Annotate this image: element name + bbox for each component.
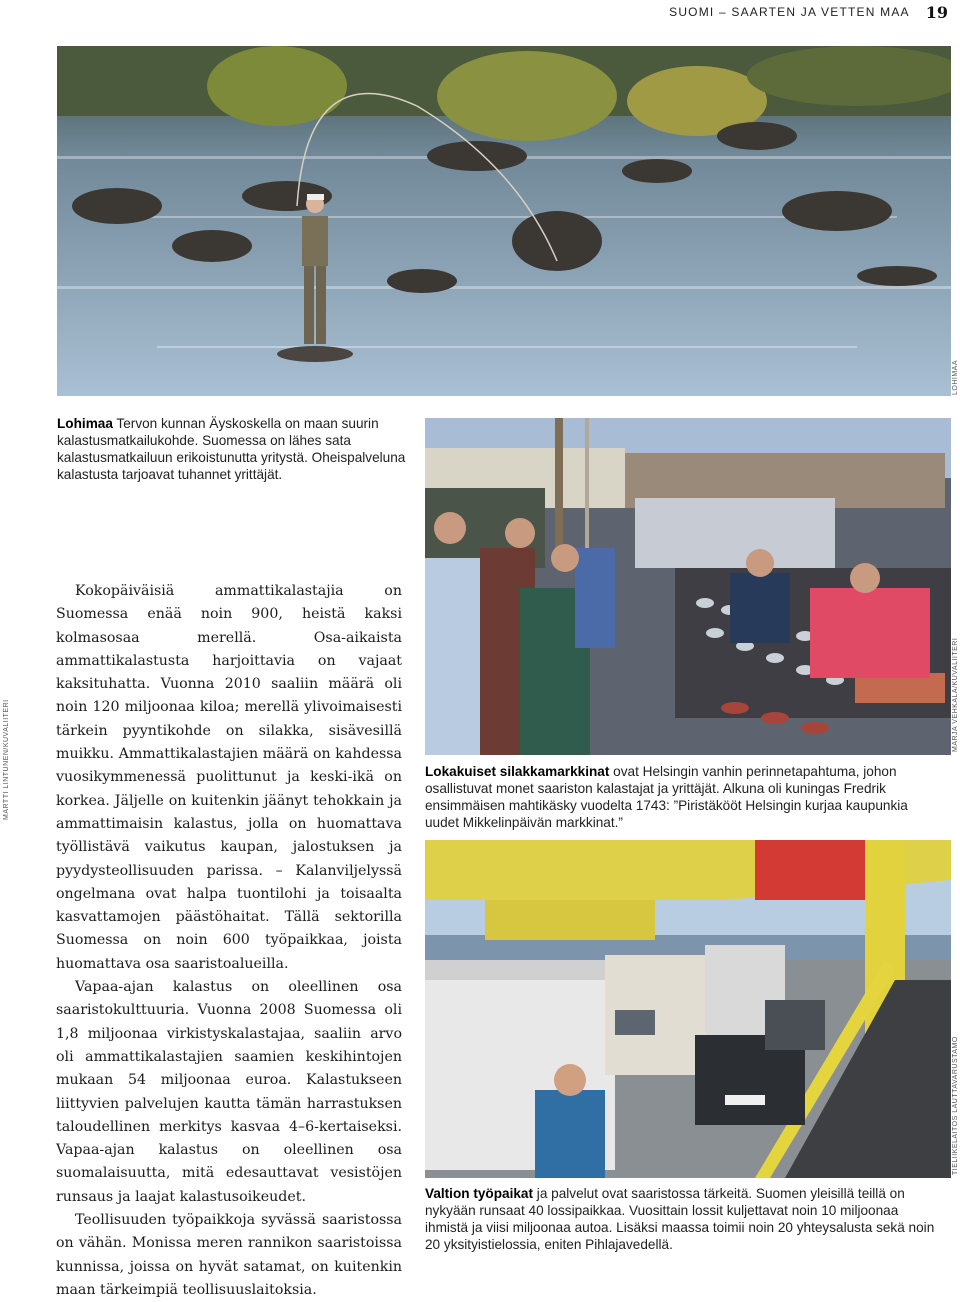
caption-fishing-text: Tervon kunnan Äyskoskella on maan suurin kalastusmatkailukohde. Suomessa on lähes sata kalastusmatkailuun erikoistunutta yritystä. Oheispalveluna kalastusta tarjoavat tuhannet yrittäjät. — [57, 416, 406, 482]
body-paragraph: Teollisuuden työpaikkoja syvässä saaristossa on vähän. Monissa meren rannikon saaristoissa kunnissa, joissa on hyvät satamat, on kuitenkin maan tärkeimpiä teollisuuslaitoksia. — [56, 1212, 402, 1298]
photo-credit-fishing: LOHIMAA — [952, 359, 959, 395]
herring-market-photo — [425, 418, 951, 755]
caption-ferry-lead: Valtion työpaikat — [425, 1186, 534, 1201]
page-header — [669, 0, 948, 24]
page-number: 19 — [925, 2, 948, 22]
body-article — [56, 580, 402, 1302]
caption-market-lead: Lokakuiset silakkamarkkinat — [425, 764, 610, 779]
body-paragraph: Kokopäiväisiä ammattikalastajia on Suomessa enää noin 900, heistä kaksi kolmasosaa merellä. Osa-aikaista ammattikalastusta harjoittavia on vajaat kaksituhatta. Vuonna 2010 saaliin määrä oli noin 120 miljoonaa kiloa; merellä ylivoimaisesti tärkein pyyntikohde on silakka, sisävesillä muikku. Ammattikalastajien määrä on kahdessa vuosikymmenessä puolittunut ja keski-ikä on korkea. Jäljelle on kuitenkin jäänyt tehokkain ja ammattimaisin kalastus, jolla on huomattava työllistävä vaikutus kaupan, jalostuksen ja pyydysteollisuuden parissa. – Kalanviljelyssä ongelmana ovat halpa tuontilohi ja toisaalta kasvattamojen päästöhaitat. Tällä sektorilla Suomessa on noin 600 työpaikkaa, joista huomattava osa saaristoalueilla. — [56, 583, 402, 972]
caption-market-text: ovat Helsingin vanhin perinnetapahtuma, johon osallistuvat monet saariston kalastajat ja yrittäjät. Alkuna oli kuningas Fredrik ensimmäisen mahtikäsky vuodelta 1743: ”Piristäkööt Helsingin kurjaa kaupunkia uudet Mikkelinpäivän markkinat.” — [425, 764, 908, 830]
caption-ferry — [425, 1185, 935, 1253]
photo-credit-ferry: TIELIIKELAITOS LAUTTAVARUSTAMO — [952, 1036, 959, 1175]
photo-credit-market: MARJA VEHKALA/KUVALIITERI — [952, 637, 959, 752]
fly-fishing-river-photo — [57, 46, 951, 396]
body-paragraph: Vapaa-ajan kalastus on oleellinen osa saaristokulttuuria. Vuonna 2008 Suomessa oli 1,8 miljoonaa virkistyskalastajaa, saaliin arvo oli ammattikalastajien saamien keskihintojen mukaan 54 miljoonaa euroa. Kalastukseen liittyvien palvelujen kautta tämän harrastuksen taloudellinen merkitys kasvaa 4–6-kertaiseksi. Vapaa-ajan kalastus on oleellinen osa suomalaisuutta, mitä edesauttavat vesistöjen runsaus ja laajat kalastusoikeudet. — [56, 979, 402, 1205]
caption-ferry-text: ja palvelut ovat saaristossa tärkeitä. Suomen yleisillä teillä on nykyään runsaat 40 lossipaikkaa. Vuosittain lossit kuljettavat noin 10 miljoonaa ihmistä ja viisi miljoonaa autoa. Lisäksi maassa toimii noin 20 yhteysalusta sekä noin 20 yksityistielossia, eniten Pihlajavedellä. — [425, 1186, 935, 1252]
caption-market — [425, 763, 925, 831]
caption-fishing-lead: Lohimaa — [57, 416, 113, 431]
running-title: SUOMI – SAARTEN JA VETTEN MAA — [669, 5, 910, 19]
side-credit: MARTTI LINTUNEN/KUVALIITERI — [3, 699, 10, 820]
caption-fishing — [57, 415, 409, 483]
car-ferry-photo — [425, 840, 951, 1178]
